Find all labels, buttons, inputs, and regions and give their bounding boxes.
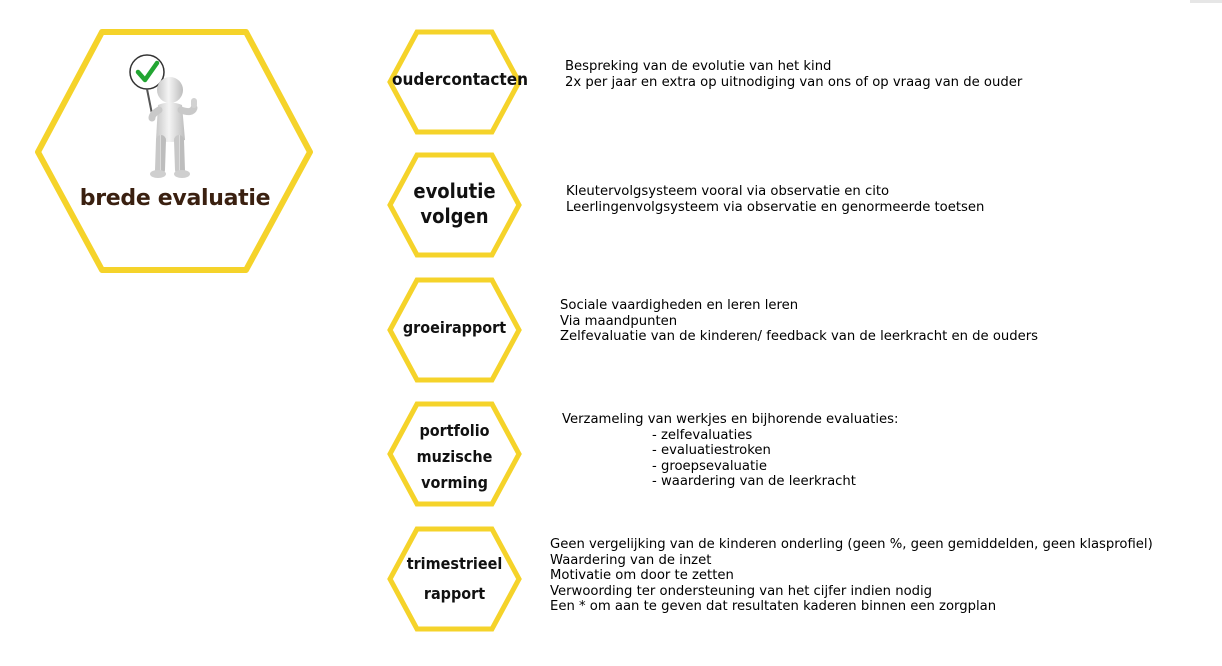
desc-bullet: - zelfevaluaties <box>652 427 753 443</box>
desc-groeirapport <box>560 298 1038 345</box>
desc-line: Een * om aan te geven dat resultaten kaderen binnen een zorgplan <box>550 599 997 614</box>
desc-portfolio <box>562 412 898 490</box>
hex-label-line: vorming <box>421 473 488 492</box>
hex-label-groeirapport <box>392 318 517 338</box>
check-sign-figure-icon <box>118 52 208 182</box>
hex-label-line: oudercontacten <box>392 70 529 90</box>
desc-line: Leerlingenvolgsysteem via observatie en genormeerde toetsen <box>566 199 985 215</box>
hex-label-line: rapport <box>423 584 486 603</box>
hex-label-line: trimestrieel <box>406 554 503 573</box>
desc-evolutie-volgen <box>566 184 984 215</box>
desc-bullet: - evaluatiestroken <box>652 443 771 458</box>
hex-label-portfolio <box>392 418 517 496</box>
desc-line: Geen vergelijking van de kinderen onderling (geen %, geen gemiddelden, geen klasprofiel) <box>550 537 1153 552</box>
desc-line: Waardering van de inzet <box>550 552 712 568</box>
desc-line: Bespreking van de evolutie van het kind <box>565 59 832 74</box>
desc-intro: Verzameling van werkjes en bijhorende evaluaties: <box>562 412 899 427</box>
hex-label-line: portfolio <box>419 421 490 440</box>
desc-line: Verwoording ter ondersteuning van het cijfer indien nodig <box>550 583 933 599</box>
hex-label-trimestrieel-rapport <box>392 549 517 609</box>
desc-line: Zelfevaluatie van de kinderen/ feedback van de leerkracht en de ouders <box>560 329 1039 344</box>
desc-bullet: - groepsevaluatie <box>652 458 767 474</box>
hex-label-line: muzische <box>416 447 493 466</box>
hex-label-oudercontacten <box>392 70 529 91</box>
hex-label-line: volgen <box>420 204 489 228</box>
desc-line: Via maandpunten <box>560 313 678 329</box>
desc-line: Motivatie om door te zetten <box>550 568 734 583</box>
desc-trimestrieel-rapport <box>550 537 1153 615</box>
desc-line: Sociale vaardigheden en leren leren <box>560 298 799 313</box>
desc-oudercontacten <box>565 59 1022 90</box>
hex-label-line: evolutie <box>413 179 496 203</box>
desc-line: Kleutervolgsysteem vooral via observatie en cito <box>566 184 890 199</box>
hex-label-evolutie-volgen <box>392 179 517 229</box>
desc-bullet: - waardering van de leerkracht <box>652 474 856 489</box>
hex-label-line: groeirapport <box>402 318 507 337</box>
main-title: brede evaluatie <box>79 186 271 211</box>
desc-line: 2x per jaar en extra op uitnodiging van ons of op vraag van de ouder <box>565 74 1023 90</box>
